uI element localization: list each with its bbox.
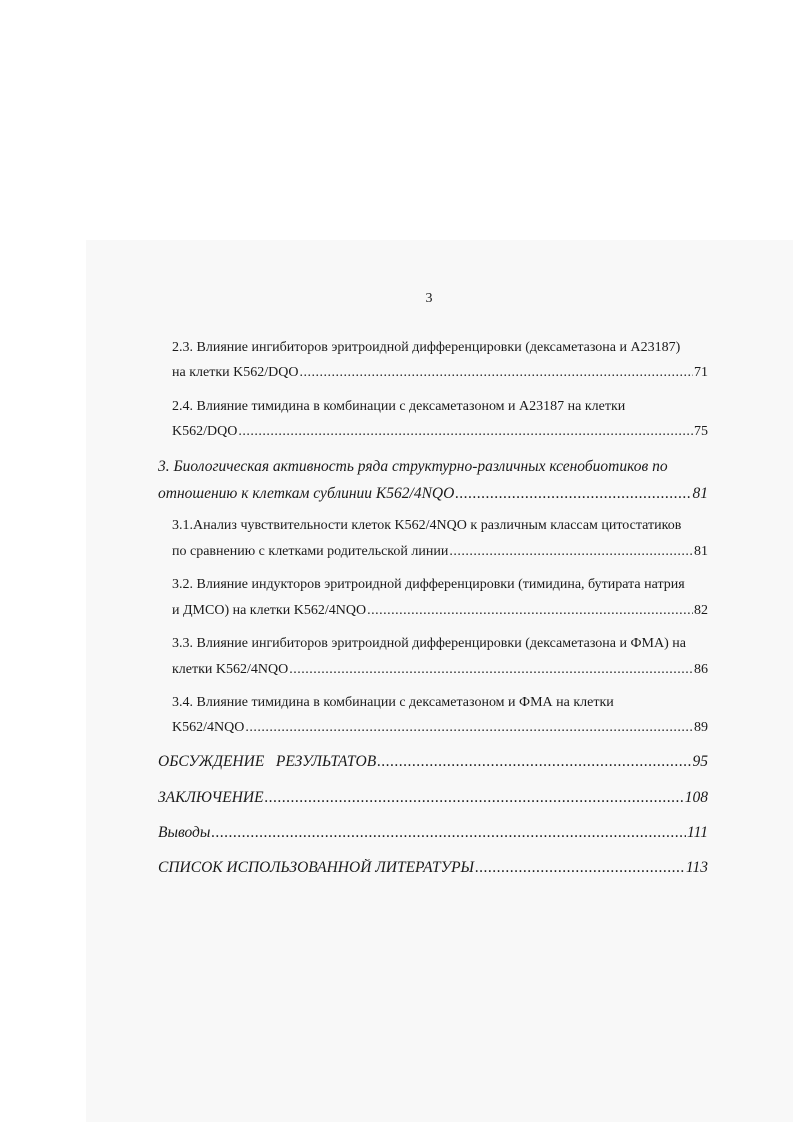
toc-entry-3-4-line-2[interactable]	[172, 720, 708, 736]
toc-entry-text: 3.2. Влияние индукторов эритроидной дифференцировки (тимидина, бутирата натрия	[172, 577, 685, 592]
toc-page-number: 81	[694, 544, 708, 559]
toc-entry-2-3-line-1[interactable]	[172, 340, 680, 356]
toc-entry-text: K562/DQO	[172, 424, 238, 439]
toc-entry-2-4-line-2[interactable]	[172, 424, 708, 440]
dot-leader	[211, 824, 686, 842]
toc-entry-text: СПИСОК ИСПОЛЬЗОВАННОЙ ЛИТЕРАТУРЫ	[158, 859, 475, 876]
toc-entry-3-4-line-1[interactable]	[172, 695, 614, 711]
toc-page-number: 75	[694, 424, 708, 439]
toc-entry-conclusion[interactable]	[158, 789, 708, 807]
page-number: 3	[425, 291, 433, 306]
toc-entry-text: 2.4. Влияние тимидина в комбинации с дексаметазоном и A23187 на клетки	[172, 399, 626, 414]
toc-entry-3-1-line-1[interactable]	[172, 518, 681, 534]
dot-leader	[265, 789, 684, 807]
dot-leader	[238, 424, 693, 440]
toc-page-number: 111	[687, 824, 708, 841]
toc-entry-2-3-line-2[interactable]	[172, 365, 708, 381]
dot-leader	[367, 603, 693, 619]
toc-entry-3-2-line-1[interactable]	[172, 577, 685, 593]
toc-entry-text: 2.3. Влияние ингибиторов эритроидной дифференцировки (дексаметазона и A23187)	[172, 340, 681, 355]
toc-entry-3-3-line-2[interactable]	[172, 662, 708, 678]
toc-entry-text: 3.1.Анализ чувствительности клеток K562/4NQO к различным классам цитостатиков	[172, 518, 682, 533]
toc-page-number: 82	[694, 603, 708, 618]
toc-page-number: 95	[692, 753, 708, 770]
dot-leader	[299, 365, 693, 381]
toc-page-number: 89	[694, 720, 708, 735]
toc-page-number: 81	[692, 485, 708, 502]
toc-entry-text: и ДМСО) на клетки K562/4NQO	[172, 603, 367, 618]
toc-entry-3-line-1[interactable]	[158, 458, 668, 476]
toc-entry-text: 3.3. Влияние ингибиторов эритроидной дифференцировки (дексаметазона и ФМА) на	[172, 636, 686, 651]
dot-leader	[455, 485, 691, 503]
toc-entry-3-3-line-1[interactable]	[172, 636, 686, 652]
dot-leader	[449, 544, 693, 560]
toc-entry-text: ОБСУЖДЕНИЕ РЕЗУЛЬТАТОВ	[158, 753, 377, 770]
toc-entry-findings[interactable]	[158, 824, 708, 842]
dot-leader	[475, 859, 685, 877]
toc-entry-text: 3.4. Влияние тимидина в комбинации с дексаметазоном и ФМА на клетки	[172, 695, 614, 710]
toc-entry-text: на клетки K562/DQO	[172, 365, 299, 380]
toc-page-number: 86	[694, 662, 708, 677]
toc-entry-2-4-line-1[interactable]	[172, 399, 625, 415]
dot-leader	[289, 662, 693, 678]
toc-entry-references[interactable]	[158, 859, 708, 877]
toc-page-number: 113	[685, 859, 708, 876]
dot-leader	[377, 753, 691, 771]
toc-page-number: 71	[694, 365, 708, 380]
toc-entry-text: Выводы	[158, 824, 211, 841]
toc-entry-text: отношению к клеткам сублинии K562/4NQO	[158, 485, 455, 502]
toc-entry-text: клетки K562/4NQO	[172, 662, 289, 677]
toc-entry-discussion[interactable]	[158, 753, 708, 771]
toc-entry-text: K562/4NQO	[172, 720, 245, 735]
toc-entry-text: по сравнению с клетками родительской линии	[172, 544, 449, 559]
toc-entry-3-line-2[interactable]	[158, 485, 708, 503]
toc-entry-3-2-line-2[interactable]	[172, 603, 708, 619]
toc-page-number: 108	[684, 789, 708, 806]
toc-entry-text: ЗАКЛЮЧЕНИЕ	[158, 789, 264, 806]
toc-entry-text: 3. Биологическая активность ряда структурно-различных ксенобиотиков по	[158, 458, 668, 475]
dot-leader	[245, 720, 693, 736]
toc-entry-3-1-line-2[interactable]	[172, 544, 708, 560]
